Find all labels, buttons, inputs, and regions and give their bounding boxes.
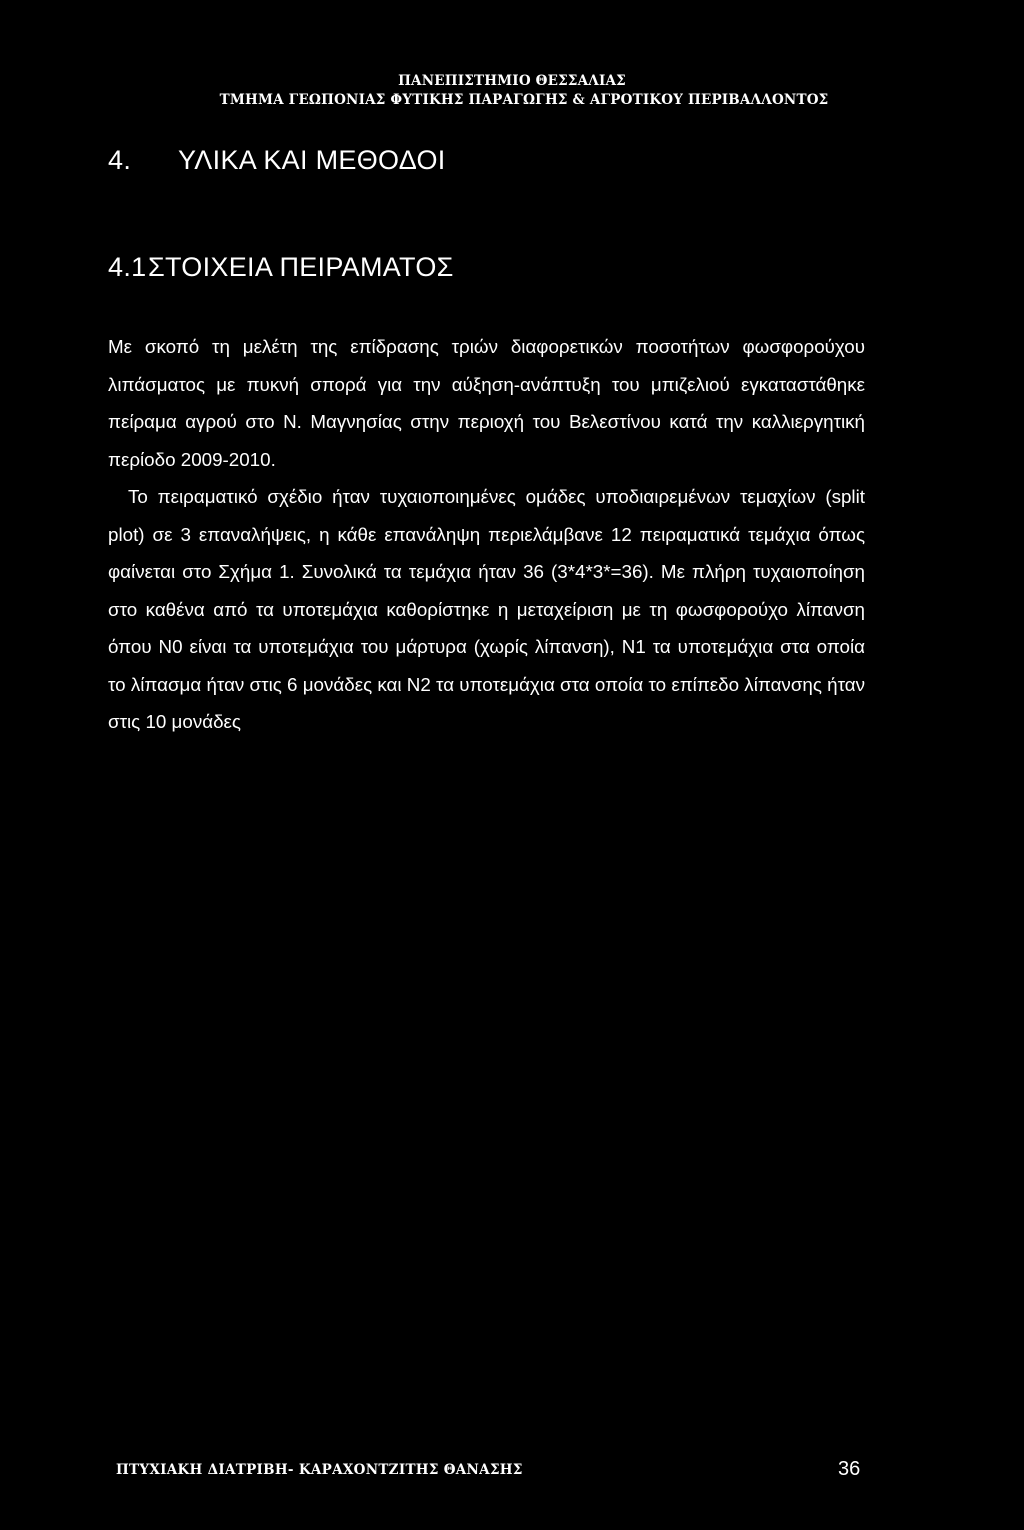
university-name: ΠΑΝΕΠΙΣΤΗΜΙΟ ΘΕΣΣΑΛΙΑΣ [398,73,626,89]
chapter-number: 4. [108,145,132,175]
page-number: 36 [838,1458,861,1480]
chapter-title: ΥΛΙΚΑ ΚΑΙ ΜΕΘΟΔΟΙ [178,145,446,175]
footer-thesis-author: ΠΤΥΧΙΑΚΗ ΔΙΑΤΡΙΒΗ- ΚΑΡΑΧΟΝΤΖΙΤΗΣ ΘΑΝΑΣΗΣ [116,1462,523,1478]
section-number: 4.1 [108,252,147,282]
department-name: ΤΜΗΜΑ ΓΕΩΠΟΝΙΑΣ ΦΥΤΙΚΗΣ ΠΑΡΑΓΩΓΗΣ & ΑΓΡΟΤΙΚΟΥ ΠΕΡΙΒΑΛΛΟΝΤΟΣ [219,92,829,108]
section-heading [108,252,454,283]
chapter-heading [108,145,446,176]
section-title: ΣΤΟΙΧΕΙΑ ΠΕΙΡΑΜΑΤΟΣ [148,252,454,282]
body-text [108,328,865,741]
paragraph-intro: Με σκοπό τη μελέτη της επίδρασης τριών διαφορετικών ποσοτήτων φωσφορούχου λιπάσματος με πυκνή σπορά για την αύξηση-ανάπτυξη του μπιζελιού εγκαταστάθηκε πείραμα αγρού στο Ν. Μαγνησίας στην περιοχή του Βελεστίνου κατά την καλλιεργητική περίοδο 2009-2010. [108,336,865,470]
paragraph-design: Το πειραματικό σχέδιο ήταν τυχαιοποιημένες ομάδες υποδιαιρεμένων τεμαχίων (split plot) σε 3 επαναλήψεις, η κάθε επανάληψη περιελάμβανε 12 πειραματικά τεμάχια όπως φαίνεται στο Σχήμα 1. Συνολικά τα τεμάχια ήταν 36 (3*4*3*=36). Με πλήρη τυχαιοποίηση στο καθένα από τα υποτεμάχια καθορίστηκε η μεταχείριση με τη φωσφορούχο λίπανση όπου Ν0 είναι τα υποτεμάχια του μάρτυρα (χωρίς λίπανση), Ν1 τα υποτεμάχια στα οποία το λίπασμα ήταν στις 6 μονάδες και Ν2 τα υποτεμάχια στα οποία το επίπεδο λίπανσης ήταν στις 10 μονάδες [108,486,865,732]
